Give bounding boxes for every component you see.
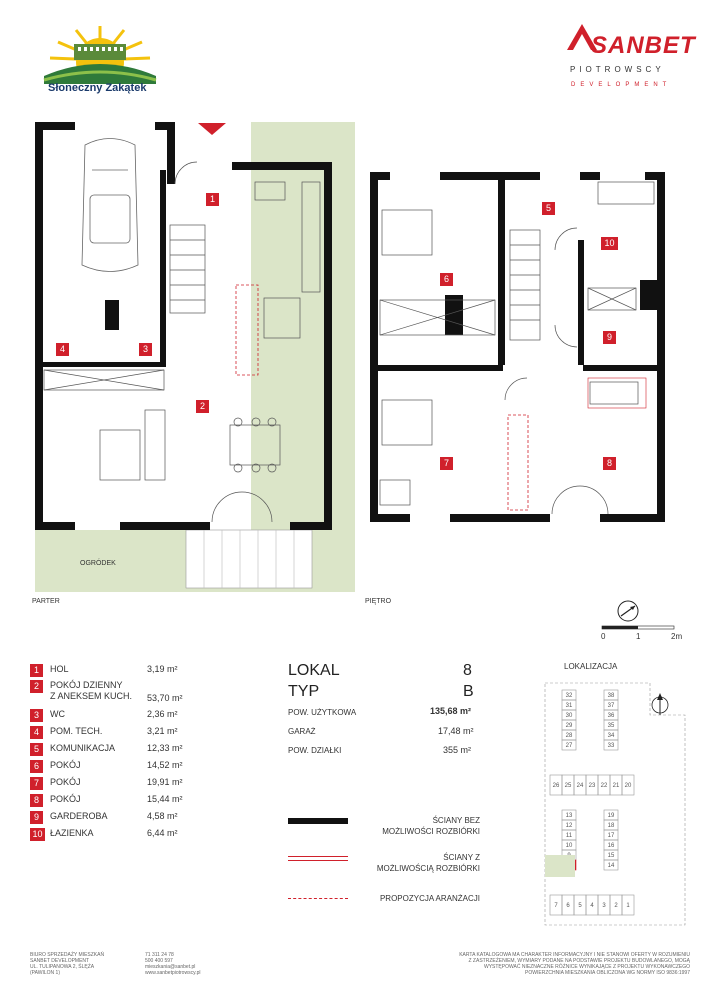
location-unit-label: 1 xyxy=(626,903,630,909)
legend-area: 19,91 m² xyxy=(147,777,183,787)
garden-side-area xyxy=(251,122,355,592)
logo-slonczny-zakatek xyxy=(40,22,160,97)
legend-row xyxy=(30,811,230,825)
typ-value: B xyxy=(463,683,474,700)
location-unit-label: 30 xyxy=(565,713,573,719)
legend-num: 9 xyxy=(30,811,43,824)
footer-contact: 71 311 24 78 500 400 597 mieszkania@sanbet.pl www.sanbetpiotrowscy.pl xyxy=(145,952,201,976)
legend-row xyxy=(30,743,230,757)
location-unit-label: 2 xyxy=(614,903,618,909)
location-unit-label: 4 xyxy=(590,903,594,909)
north-arrow-icon xyxy=(652,693,668,715)
location-unit-label: 3 xyxy=(602,903,606,909)
location-unit-label: 33 xyxy=(607,743,615,749)
location-title: LOKALIZACJA xyxy=(564,662,618,671)
location-unit-label: 35 xyxy=(607,723,615,729)
legend-num: 1 xyxy=(30,664,43,677)
wall-removable-label: ŚCIANY Z MOŻLIWOŚCIĄ ROZBIÓRKI xyxy=(376,853,480,873)
legend-area: 14,52 m² xyxy=(147,760,183,770)
footer-disclaimer: KARTA KATALOGOWA MA CHARAKTER INFORMACYJNY I NIE STANOWI OFERTY W ROZUMIENIU Z ZASTRZEŻENIEM, WYMIARY PODANE NA PODSTAWIE PROJEKTU BUDOWLANEGO, MOGĄ WYSTĘPOWAĆ NIEZNACZNE RÓŻNICE WYNIKAJĄCE Z PROJEKTU WYKONAWCZEGO POWIERZCHNIA MIESZKANIA OBLICZONA WG NORMY ISO 9836:1997 xyxy=(459,952,690,976)
location-unit-label: 34 xyxy=(607,733,615,739)
plan-room-1: 1 xyxy=(206,193,219,206)
wall-removable-swatch xyxy=(288,856,348,861)
legend-area: 15,44 m² xyxy=(147,794,183,804)
legend-name: POKÓJ xyxy=(50,794,81,804)
legend-name: POKÓJ xyxy=(50,777,81,787)
car-icon xyxy=(82,139,138,272)
location-unit-label: 28 xyxy=(565,733,573,739)
location-unit-label: 31 xyxy=(565,703,573,709)
location-unit-label: 15 xyxy=(607,853,615,859)
location-unit-label: 12 xyxy=(565,823,573,829)
plan-room-9: 9 xyxy=(603,331,616,344)
garage-value: 17,48 m² xyxy=(438,726,474,736)
legend-name: POKÓJ xyxy=(50,760,81,770)
location-unit-label: 29 xyxy=(565,723,573,729)
legend-num: 6 xyxy=(30,760,43,773)
legend-name: HOL xyxy=(50,664,69,674)
location-unit-label: 11 xyxy=(565,833,573,839)
scale-two: 2m xyxy=(671,632,683,641)
location-unit-label: 16 xyxy=(607,843,615,849)
legend-num: 8 xyxy=(30,794,43,807)
legend-num: 3 xyxy=(30,709,43,722)
lokal-label: LOKAL xyxy=(288,662,340,679)
plan-room-8: 8 xyxy=(603,457,616,470)
wall-solid-label: ŚCIANY BEZ MOŻLIWOŚCI ROZBIÓRKI xyxy=(382,816,480,836)
legend-area: 6,44 m² xyxy=(147,828,178,838)
legend-name: POM. TECH. xyxy=(50,726,103,736)
garden-label: OGRÓDEK xyxy=(80,560,116,567)
legend-row xyxy=(30,794,230,808)
typ-label: TYP xyxy=(288,683,320,700)
proposal-label: PROPOZYCJA ARANŻACJI xyxy=(379,894,480,903)
legend-row xyxy=(30,777,230,791)
floor-plans xyxy=(0,110,707,610)
location-unit-label: 22 xyxy=(600,783,608,789)
plan-room-6: 6 xyxy=(440,273,453,286)
legend-row xyxy=(30,709,230,723)
plan-room-5: 5 xyxy=(542,202,555,215)
location-unit-label: 38 xyxy=(607,693,615,699)
location-unit-label: 21 xyxy=(612,783,620,789)
location-unit-label: 24 xyxy=(576,783,584,789)
plan-room-4: 4 xyxy=(56,343,69,356)
scale-one: 1 xyxy=(636,632,641,641)
legend-num: 4 xyxy=(30,726,43,739)
location-map xyxy=(540,675,690,930)
legend-name: ŁAZIENKA xyxy=(50,828,94,838)
terrace xyxy=(186,530,312,588)
sanbet-subtitle: PIOTROWSCY xyxy=(570,65,665,74)
legend-num: 5 xyxy=(30,743,43,756)
legend-name: WC xyxy=(50,709,65,719)
entrance-arrow-icon xyxy=(198,123,226,135)
location-unit-label: 37 xyxy=(607,703,615,709)
footer-office: BIURO SPRZEDAŻY MIESZKAŃ SANBET DEVELOPMENT UL. TULIPANOWA 2, ŚLĘŻA (PAWILON 1) xyxy=(30,952,105,976)
compass-icon xyxy=(615,598,641,624)
lokal-value: 8 xyxy=(463,662,472,679)
legend-area: 3,19 m² xyxy=(147,664,178,674)
scale-zero: 0 xyxy=(601,632,606,641)
room-legend xyxy=(30,664,230,839)
legend-area: 12,33 m² xyxy=(147,743,183,753)
location-unit-label: 6 xyxy=(566,903,570,909)
sanbet-wordmark: SANBET xyxy=(591,32,696,59)
plot-label: POW. DZIAŁKI xyxy=(288,746,342,755)
logo-sanbet xyxy=(565,22,696,97)
legend-area: 53,70 m² xyxy=(147,693,183,703)
location-unit-label: 23 xyxy=(588,783,596,789)
plan-room-7: 7 xyxy=(440,457,453,470)
legend-num: 10 xyxy=(30,828,45,841)
location-unit-label: 32 xyxy=(565,693,573,699)
location-unit-label: 17 xyxy=(607,833,615,839)
legend-name: GARDEROBA xyxy=(50,811,108,821)
legend-name: KOMUNIKACJA xyxy=(50,743,116,753)
plan-room-2: 2 xyxy=(196,400,209,413)
legend-row xyxy=(30,680,230,708)
location-unit-label: 10 xyxy=(565,843,573,849)
logo-text: Słoneczny Zakątek xyxy=(48,82,147,94)
plan-room-3: 3 xyxy=(139,343,152,356)
location-unit-label: 7 xyxy=(554,903,558,909)
plan-room-10: 10 xyxy=(601,237,618,250)
legend-row xyxy=(30,828,230,842)
upper-floor-label: PIĘTRO xyxy=(365,598,392,605)
legend-area: 3,21 m² xyxy=(147,726,178,736)
wall xyxy=(35,122,43,530)
legend-row xyxy=(30,726,230,740)
location-unit-label: 20 xyxy=(624,783,632,789)
ground-floor-label: PARTER xyxy=(32,598,60,605)
proposal-wardrobe-upper xyxy=(508,415,528,510)
usable-area-value: 135,68 m² xyxy=(430,706,472,716)
location-unit-label: 18 xyxy=(607,823,615,829)
location-unit-label: 36 xyxy=(607,713,615,719)
proposal-swatch xyxy=(288,898,348,899)
sanbet-development: DEVELOPMENT xyxy=(571,82,672,88)
legend-num: 2 xyxy=(30,680,43,693)
legend-name: POKÓJ DZIENNY Z ANEKSEM KUCH. xyxy=(50,680,133,701)
location-unit-label: 27 xyxy=(565,743,573,749)
legend-num: 7 xyxy=(30,777,43,790)
usable-area-label: POW. UŻYTKOWA xyxy=(288,708,357,717)
plot-value: 355 m² xyxy=(443,745,472,755)
location-unit-label: 26 xyxy=(552,783,560,789)
garage-label: GARAŻ xyxy=(288,727,316,736)
location-unit-label: 5 xyxy=(578,903,582,909)
legend-area: 2,36 m² xyxy=(147,709,178,719)
legend-row xyxy=(30,760,230,774)
wall-solid-swatch xyxy=(288,818,348,824)
location-unit-label: 13 xyxy=(565,813,573,819)
sun-logo-icon xyxy=(40,22,160,84)
legend-row xyxy=(30,664,230,678)
location-unit-label: 25 xyxy=(564,783,572,789)
location-unit-label: 19 xyxy=(607,813,615,819)
location-garden xyxy=(545,855,575,877)
legend-area: 4,58 m² xyxy=(147,811,178,821)
location-unit-label: 14 xyxy=(607,863,615,869)
